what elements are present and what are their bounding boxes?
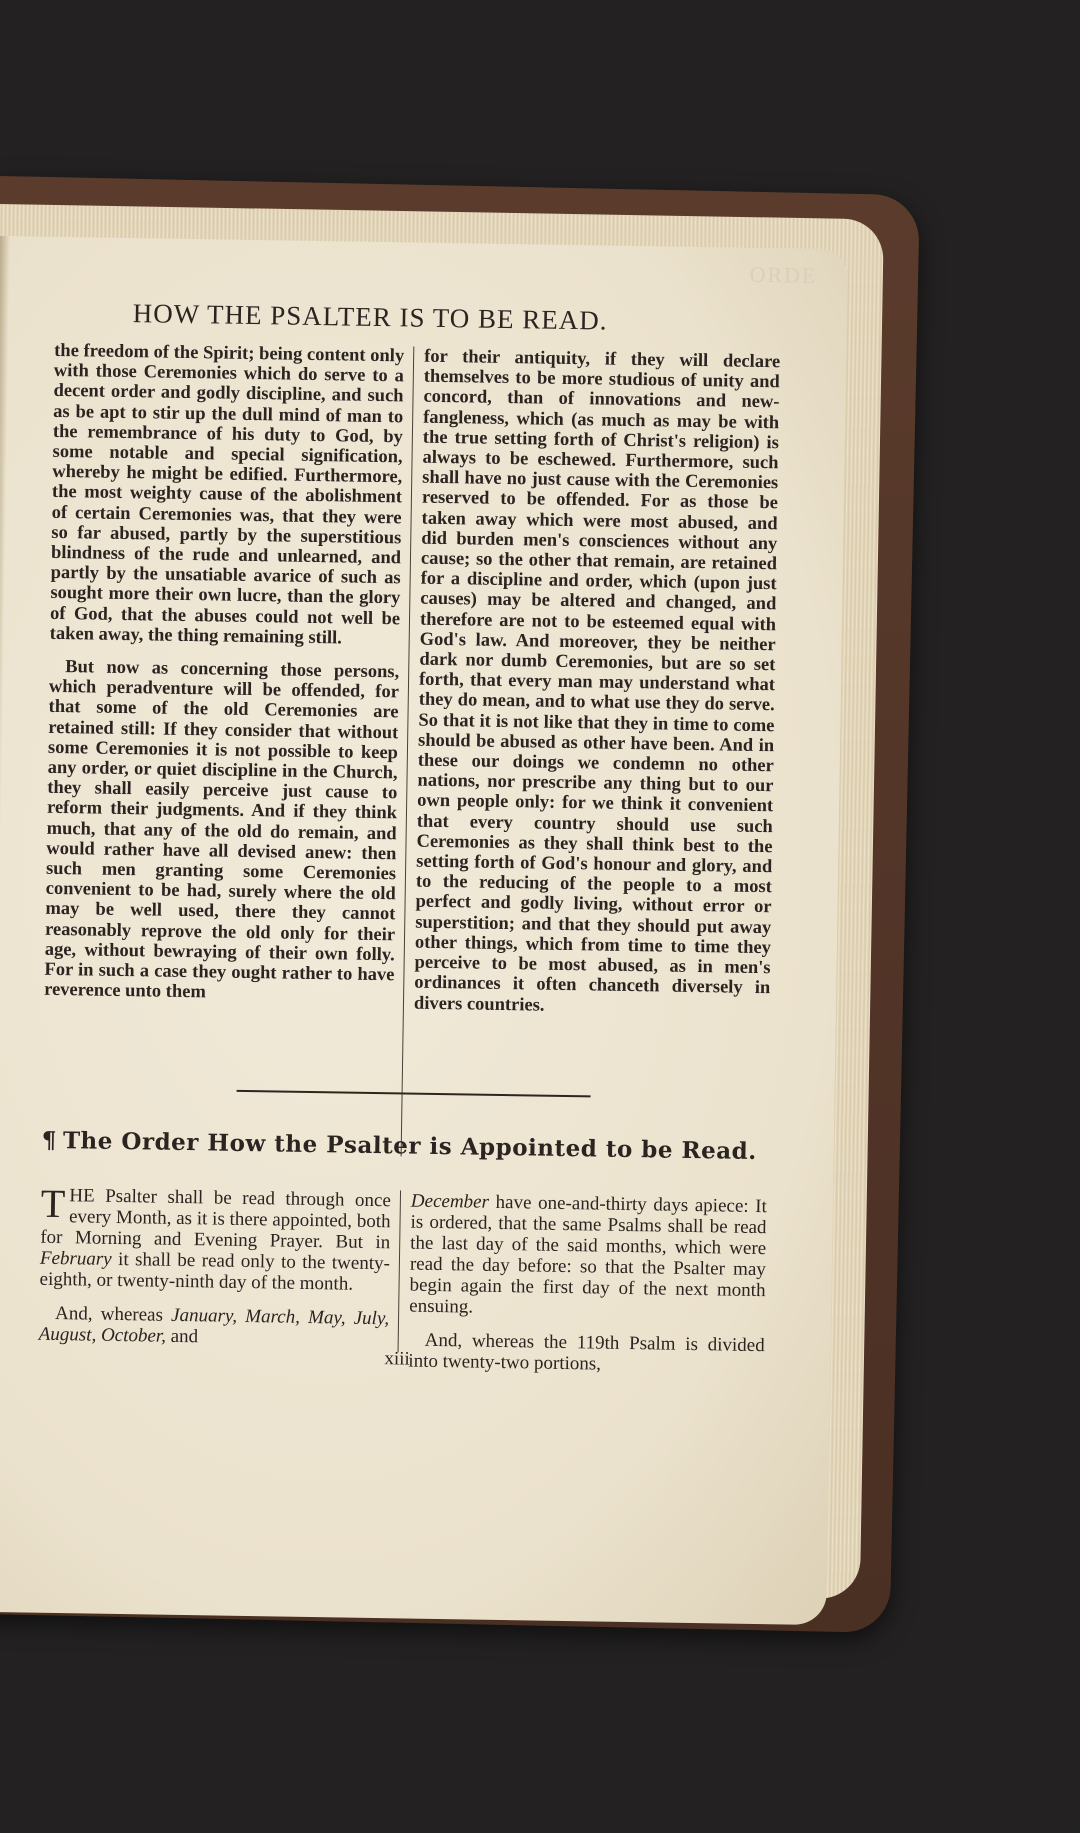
upper-column-rule (401, 347, 415, 1157)
lower-left-paragraph-2: And, whereas January, March, May, July, August, October, and (38, 1302, 390, 1348)
page-gutter (0, 236, 10, 1612)
upper-left-column (42, 341, 405, 1156)
running-head: HOW THE PSALTER IS TO BE READ. (132, 298, 608, 336)
upper-right-paragraph-1: for their antiquity, if they will declare themselves to be more studious of unity and concord, than of innovations and new-fangleness, which (as much as may be with the true setting forth of Christ's religion) is always to be eschewed. Furthermore, such shall have no just cause with the Ceremonies reserved to be offended. For as those be taken away which were most abused, and did burden men's consciences without any cause; so the other that remain, are retained for a discipline and order, which (upon just causes) may be altered and changed, and therefore are not to be esteemed equal with God's law. And moreover, they be neither dark nor dumb Ceremonies, but are so set forth, that every man may understand what they do mean, and to what use they do serve. So that it is not like that they in time to come should be abused as other have been. And in these our doings we condemn no other nations, nor prescribe any thing but to our own people only: for we think it convenient that every country should use such Ceremonies as they shall think best to the setting forth of God's honour and glory, and to the reducing of the people to a most perfect and godly living, without error or superstition; and that they should put away other things, which from time to time they perceive to be most abused, as in men's ordinances it often chanceth diversely in divers countries. (413, 346, 781, 1016)
lower-left-column (38, 1180, 392, 1350)
pilcrow-icon: ¶ (41, 1126, 58, 1155)
section-heading-text: The Order How the Psalter is Appointed to be Read. (62, 1127, 757, 1165)
lower-right-paragraph-1: December have one-and-thirty days apiece: It is ordered, that the same Psalms shall be read the last day of the said months, which were read the day before: so that the Psalter may begin again the first day of the next month ensuing. (409, 1190, 768, 1318)
book-page (0, 236, 848, 1625)
upper-left-paragraph-1: the freedom of the Spirit; being content only with those Ceremonies which do serve to a decent order and godly discipline, and such as be apt to stir up the dull mind of man to the remembrance of his duty to God, by some notable and special signification, whereby he might be edified. Furthermore, the most weighty cause of the abolishment of certain Ceremonies was, that they were so far abused, partly by the superstitious blindness of the rude and unlearned, and partly by the unsatiable avarice of such as sought more their own lucre, than the glory of God, that the abuses could not well be taken away, the thing remaining still. (49, 340, 405, 649)
lower-left-paragraph-1: THE Psalter shall be read through once every Month, as it is there appointed, both for Morning and Evening Prayer. But in February it shall be read only to the twenty-eighth, or twenty-ninth day of the month. (39, 1180, 392, 1295)
upper-left-paragraph-2: But now as concerning those persons, which peradventure will be offended, for that some of the old Ceremonies are retained still: If they consider that without some Ceremonies it is not possible to keep any order, or quiet discipline in the Church, they shall easily perceive just cause to reform their judgments. And if they think much, that any of the old do remain, and would rather have all devised anew: then such men granting some Ceremonies convenient to be had, surely where the old may be well used, there they cannot reasonably reprove the old only for their age, without bewraying of their own folly. For in such a case they ought rather to have reverence unto them (44, 657, 400, 1003)
lower-right-column (408, 1191, 767, 1378)
drop-cap: T (40, 1180, 66, 1227)
lower-column-rule (398, 1190, 402, 1352)
lower-right-paragraph-2: And, whereas the 119th Psalm is divided into twenty-two portions, (408, 1329, 765, 1375)
page-number: xiii (384, 1348, 410, 1370)
upper-right-column (412, 347, 781, 1162)
bleed-through-text: ORDE (749, 261, 818, 288)
